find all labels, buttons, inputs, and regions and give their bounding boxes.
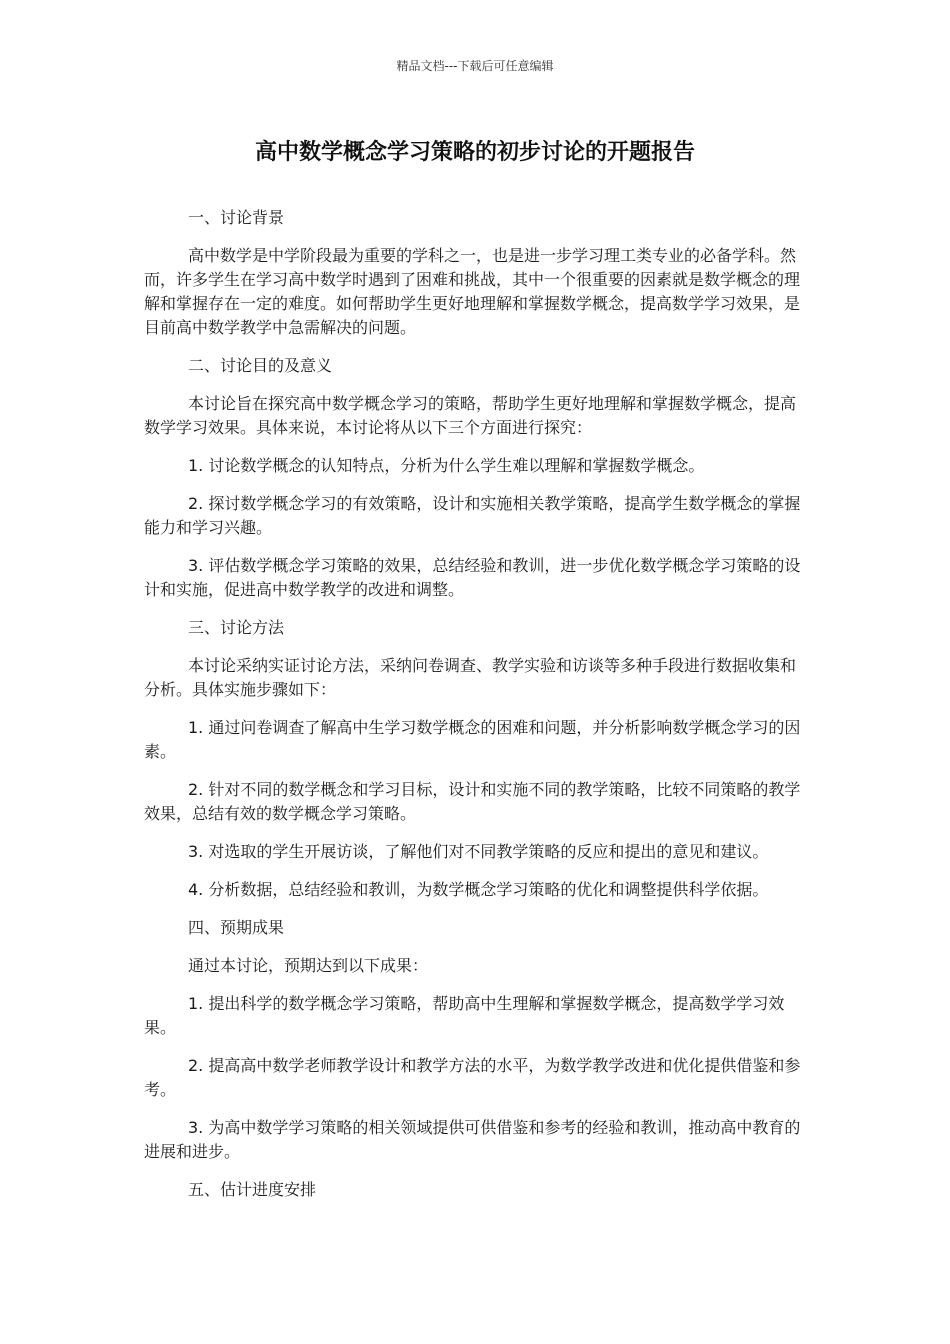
purpose-item-3: 3. 评估数学概念学习策略的效果，总结经验和教训，进一步优化数学概念学习策略的设计和实施，促进高中数学教学的改进和调整。 bbox=[144, 556, 801, 599]
outcome-item-2: 2. 提高高中数学老师教学设计和教学方法的水平，为数学教学改进和优化提供借鉴和参考。 bbox=[144, 1056, 801, 1099]
document-body bbox=[144, 206, 810, 1216]
background-paragraph: 高中数学是中学阶段最为重要的学科之一，也是进一步学习理工类专业的必备学科。然而，许多学生在学习高中数学时遇到了困难和挑战，其中一个很重要的因素就是数学概念的理解和掌握存在一定的难度。如何帮助学生更好地理解和掌握数学概念，提高数学学习效果，是目前高中数学教学中急需解决的问题。 bbox=[144, 246, 801, 337]
section-heading-3: 三、讨论方法 bbox=[188, 618, 285, 637]
section-heading-4: 四、预期成果 bbox=[188, 918, 285, 937]
page-header: 精品文档---下载后可任意编辑 bbox=[396, 59, 554, 73]
method-item-3: 3. 对选取的学生开展访谈，了解他们对不同教学策略的反应和提出的意见和建议。 bbox=[188, 842, 769, 861]
purpose-paragraph: 本讨论旨在探究高中数学概念学习的策略，帮助学生更好地理解和掌握数学概念，提高数学学习效果。具体来说，本讨论将从以下三个方面进行探究： bbox=[144, 394, 797, 437]
method-item-2: 2. 针对不同的数学概念和学习目标，设计和实施不同的教学策略，比较不同策略的教学效果，总结有效的数学概念学习策略。 bbox=[144, 780, 801, 823]
section-heading-1: 一、讨论背景 bbox=[188, 208, 285, 227]
section-heading-5: 五、估计进度安排 bbox=[188, 1180, 317, 1199]
section-heading-2: 二、讨论目的及意义 bbox=[188, 356, 333, 375]
outcome-item-1: 1. 提出科学的数学概念学习策略，帮助高中生理解和掌握数学概念，提高数学学习效果。 bbox=[144, 994, 785, 1037]
purpose-item-1: 1. 讨论数学概念的认知特点，分析为什么学生难以理解和掌握数学概念。 bbox=[188, 456, 705, 475]
method-paragraph: 本讨论采纳实证讨论方法，采纳问卷调查、教学实验和访谈等多种手段进行数据收集和分析。具体实施步骤如下： bbox=[144, 656, 797, 699]
purpose-item-2: 2. 探讨数学概念学习的有效策略，设计和实施相关教学策略，提高学生数学概念的掌握能力和学习兴趣。 bbox=[144, 494, 801, 537]
method-item-1: 1. 通过问卷调查了解高中生学习数学概念的困难和问题，并分析影响数学概念学习的因素。 bbox=[144, 718, 801, 761]
outcome-item-3: 3. 为高中数学学习策略的相关领域提供可供借鉴和参考的经验和教训，推动高中教育的进展和进步。 bbox=[144, 1118, 801, 1161]
document-title: 高中数学概念学习策略的初步讨论的开题报告 bbox=[254, 140, 695, 165]
method-item-4: 4. 分析数据，总结经验和教训，为数学概念学习策略的优化和调整提供科学依据。 bbox=[188, 880, 769, 899]
outcome-paragraph: 通过本讨论，预期达到以下成果： bbox=[188, 956, 429, 975]
